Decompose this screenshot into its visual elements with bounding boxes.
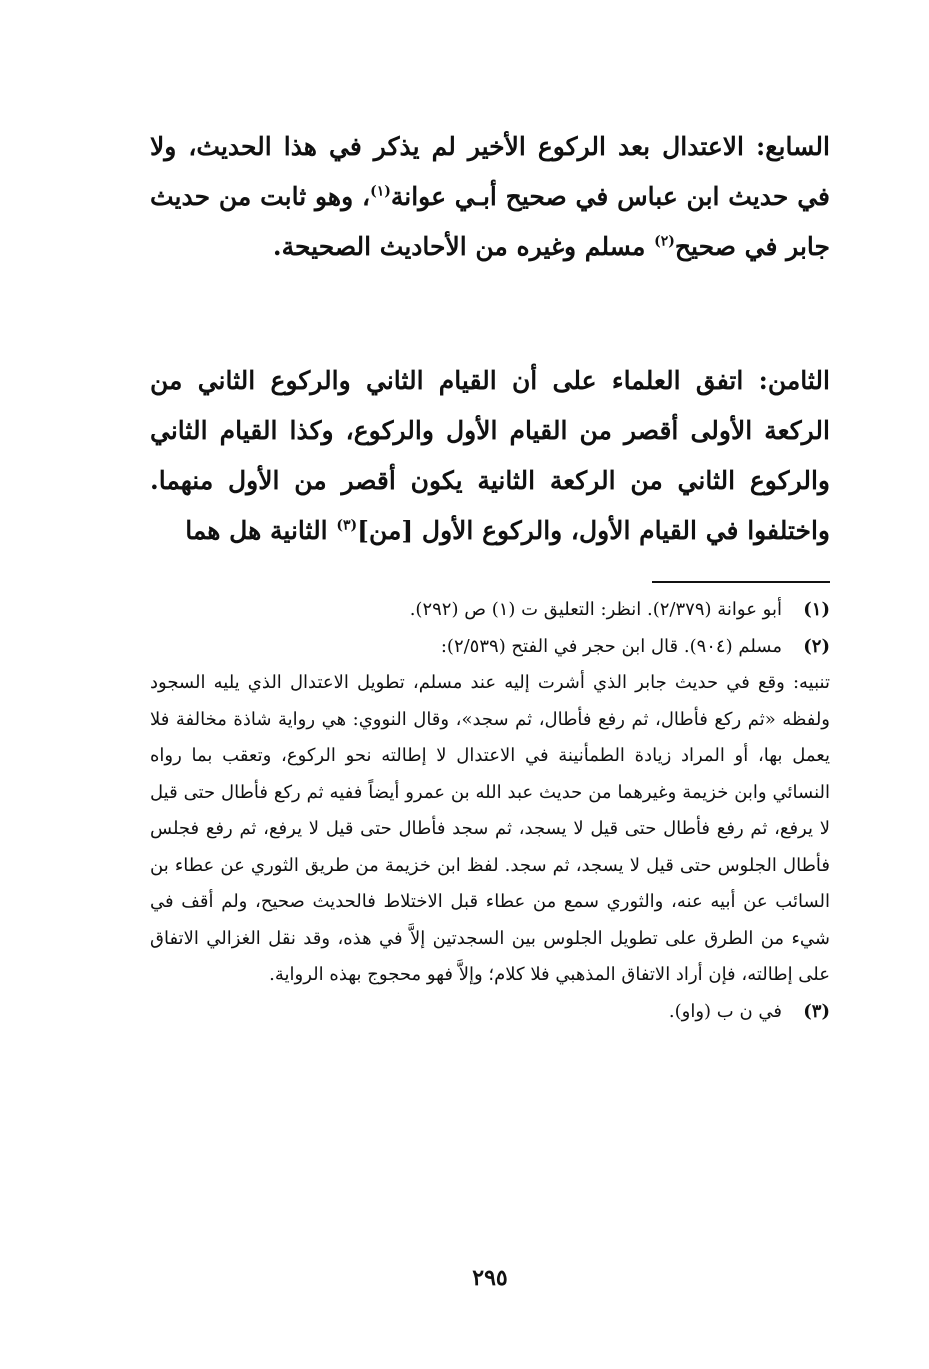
footnote-item [150, 592, 830, 629]
footnote-reference-1: (١) [370, 183, 391, 200]
paragraph-text: الثانية هل هما [185, 516, 328, 545]
paragraph-seventh [150, 122, 830, 272]
paragraph-text: مسلم وغيره من الأحاديث الصحيحة. [272, 232, 646, 261]
footnote-text: مسلم (٩٠٤). قال ابن حجر في الفتح (٢/٥٣٩): [440, 635, 782, 657]
footnote-number: (٣) [803, 1000, 830, 1022]
footnote-reference-3: (٣) [336, 517, 358, 534]
footnote-number: (١) [803, 599, 830, 620]
footnote-text: في ن ب (واو). [668, 1000, 782, 1022]
footnote-reference-2: (٢) [654, 233, 675, 250]
footnotes-section [150, 592, 830, 1030]
footnote-divider [652, 581, 830, 583]
page-number: ٢٩٥ [472, 1265, 508, 1291]
paragraph-text: ، وهو ثابت من حديث جابر في صحيح [150, 182, 830, 261]
paragraph-lead-seventh: السابع: [756, 132, 830, 161]
footnote-continuation: تنبيه: وقع في حديث جابر الذي أشرت إليه عند مسلم، تطويل الاعتدال الذي يليه السجود ولفظه «ثم ركع فأطال، ثم رفع فأطال، ثم سجد»، وقال النووي: هي رواية شاذة مخالفة فلا يعمل بها، أو المراد زيادة الطمأنينة في الاعتدال لا إطالته نحو الركوع، وتعقب بما رواه النسائي وابن خزيمة وغيرهما من حديث عبد الله بن عمرو أيضاً ففيه ثم ركع فأطال حتى قيل لا يرفع، ثم رفع فأطال حتى قيل لا يسجد، ثم سجد فأطال حتى قيل لا يرفع، ثم رفع فجلس فأطال الجلوس حتى قيل لا يسجد، ثم سجد. لفظ ابن خزيمة من طريق الثوري عن عطاء بن السائب عن أبيه عنه، والثوري سمع من عطاء قبل الاختلاط فالحديث صحيح، ولم أقف في شيء من الطرق على تطويل الجلوس بين السجدتين إلاَّ في هذه، وقد نقل الغزالي الاتفاق على إطالته، فإن أراد الاتفاق المذهبي فلا كلام؛ وإلاَّ فهو محجوج بهذه الرواية. [150, 672, 830, 985]
book-page [150, 0, 830, 1369]
paragraph-text: الاعتدال بعد الركوع الأخير لم يذكر في هذا الحديث، ولا في حديث ابن عباس في صحيح أبـي عوانة [150, 132, 830, 211]
paragraph-text: اتفق العلماء على أن القيام الثاني والركوع الثاني من الركعة الأولى أقصر من القيام الأول والركوع، وكذا القيام الثاني والركوع الثاني من الركعة الثانية يكون أقصر من الأول منهما. واختلفوا في القيام الأول، والركوع الأول [من] [150, 366, 830, 545]
paragraph-eighth [150, 356, 830, 556]
footnote-number: (٢) [803, 635, 830, 657]
footnote-text: أبو عوانة (٢/٣٧٩). انظر: التعليق ت (١) ص (٢٩٢). [409, 599, 782, 620]
footnote-item [150, 629, 830, 666]
paragraph-lead-eighth: الثامن: [758, 366, 830, 395]
footnote-item [150, 994, 830, 1031]
